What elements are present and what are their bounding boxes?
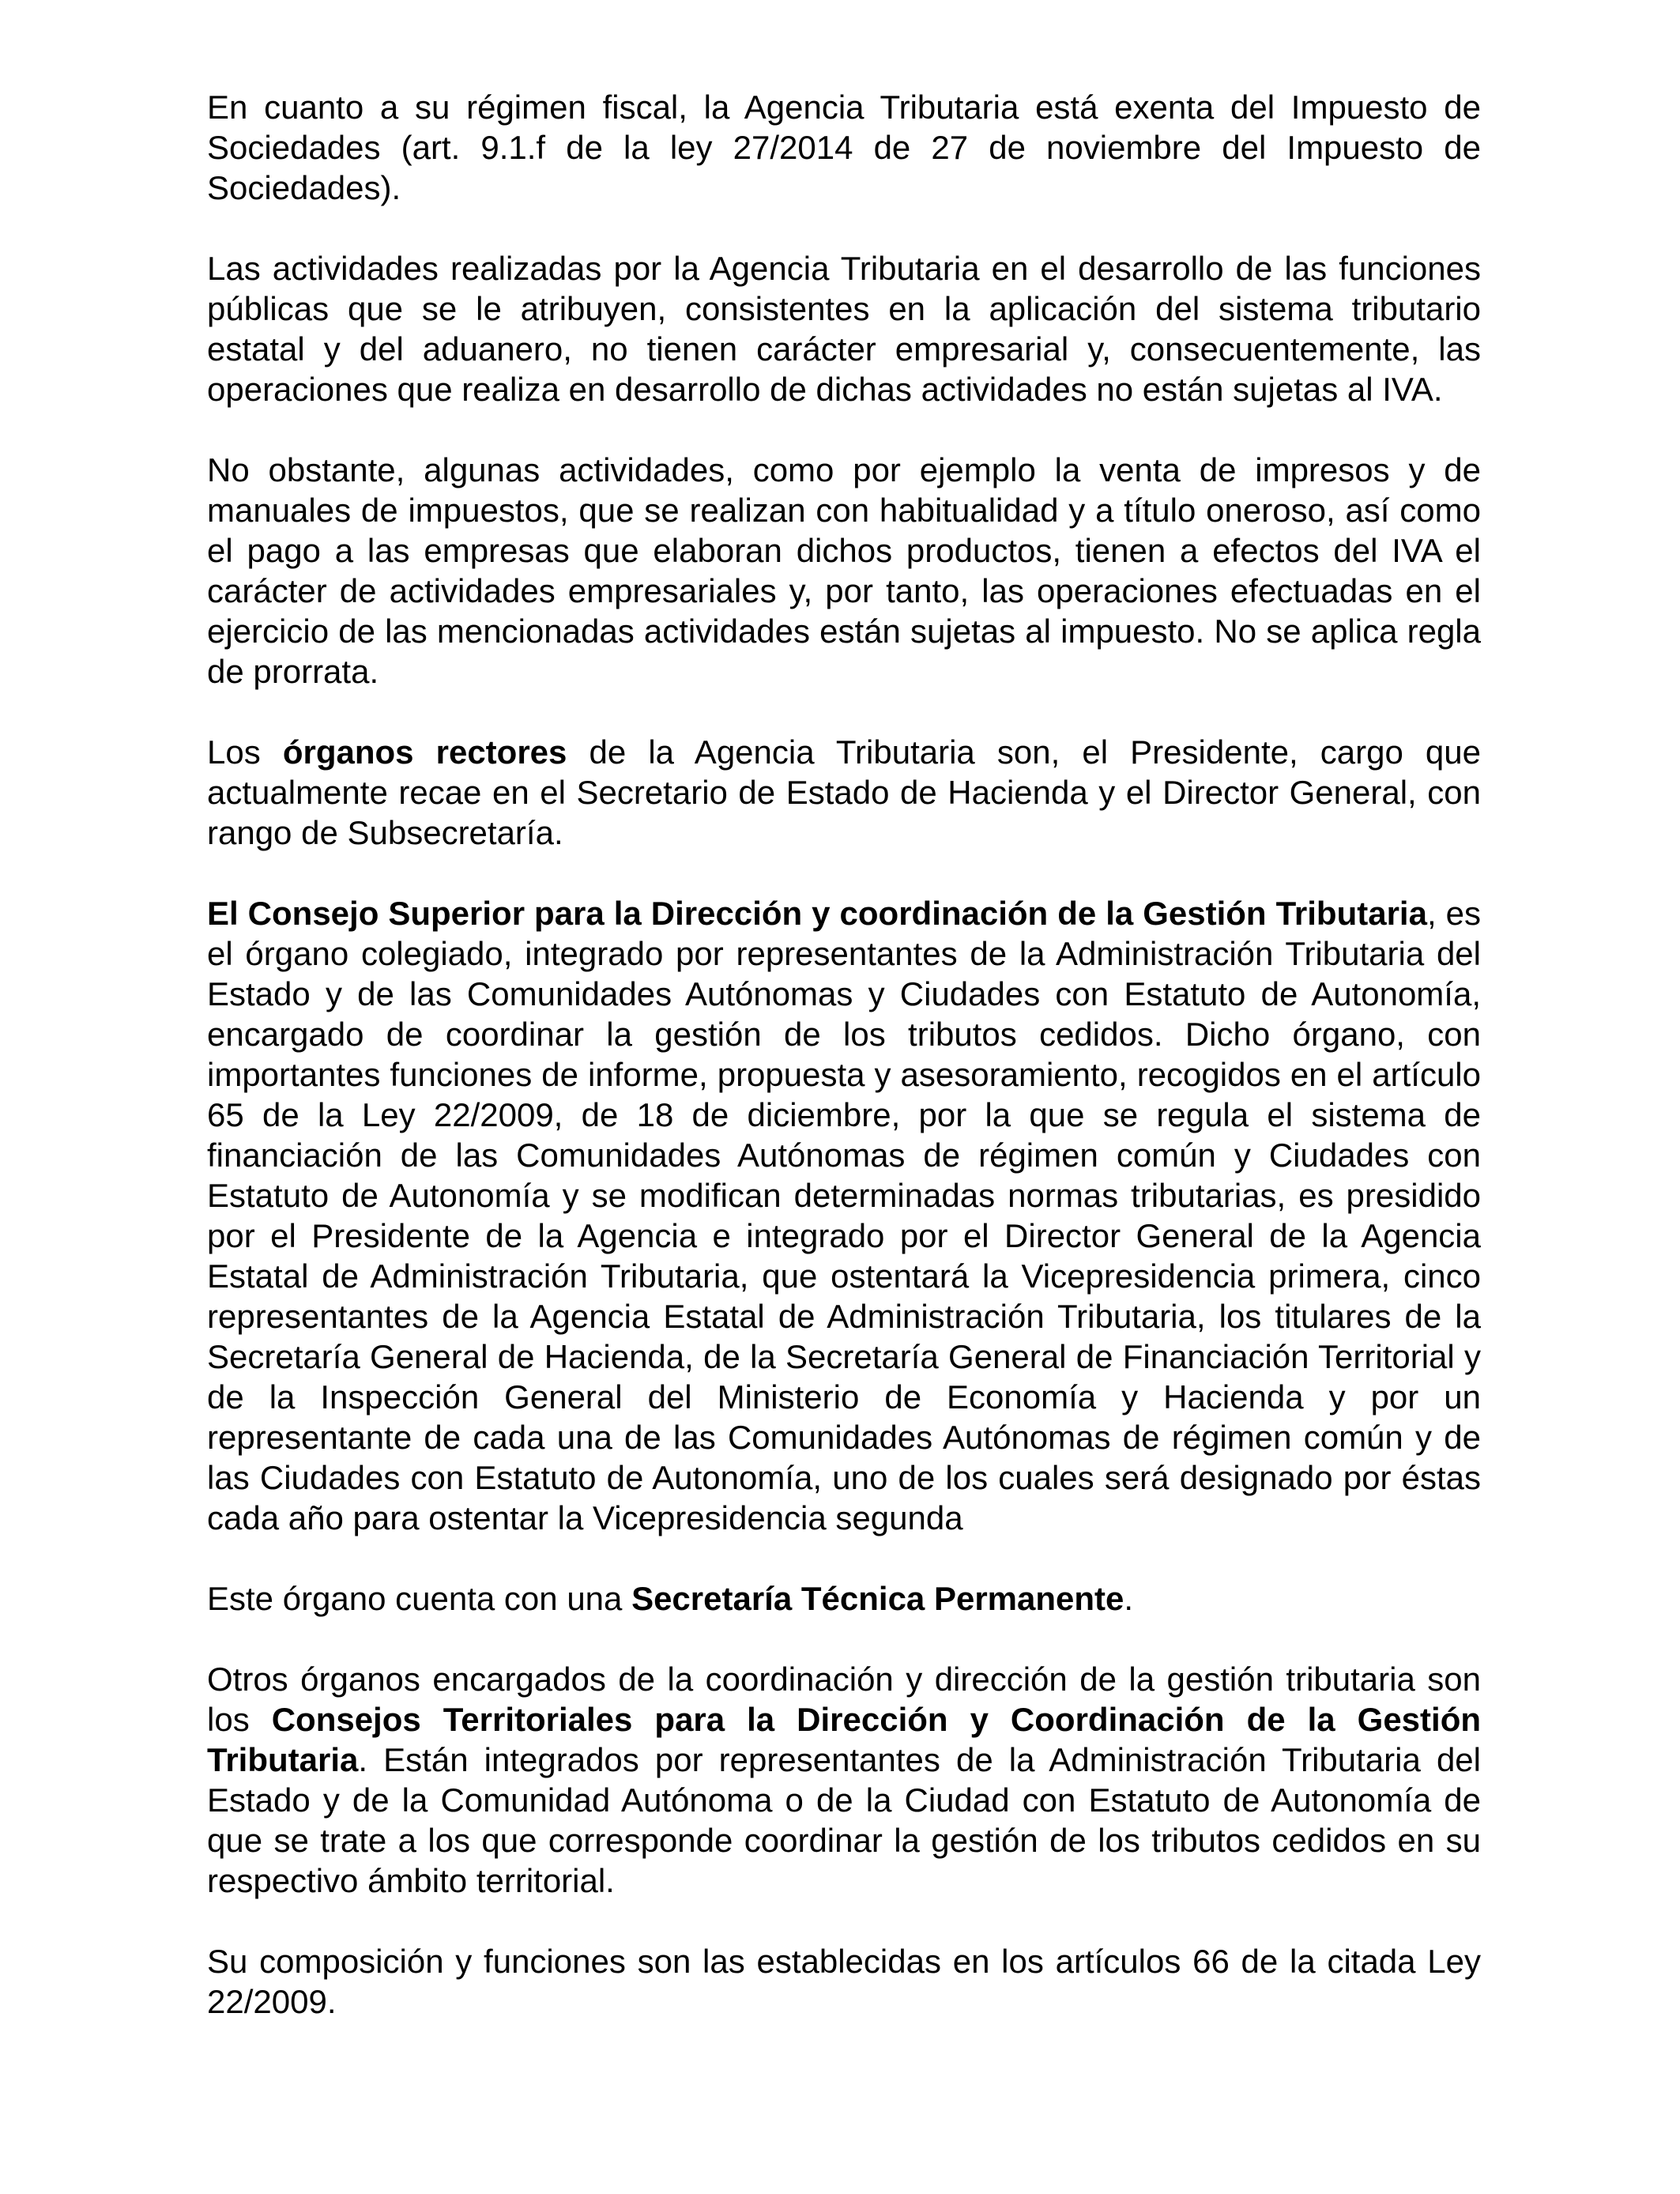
text-run: Este órgano cuenta con una <box>207 1580 632 1617</box>
text-run: . Están integrados por representantes de la Administración Tributaria del Estado y de la Comunidad Autónoma o de la Ciudad con Estatuto de Autonomía de que se trate a los que corresponde coordinar la gestión de los tributos cedidos en su respectivo ámbito territorial. <box>207 1741 1481 1899</box>
paragraph-composicion-funciones <box>207 1941 1481 2022</box>
bold-term: Secretaría Técnica Permanente <box>631 1580 1124 1617</box>
text-run: Otros órganos encargados de la coordinación y dirección de la gestión tributaria son los <box>207 1661 1481 1738</box>
text-run: Su composición y funciones son las establecidas en los artículos 66 de la citada Ley 22/2009. <box>207 1943 1481 2020</box>
document-page <box>207 87 1481 2022</box>
text-run: No obstante, algunas actividades, como por ejemplo la venta de impresos y de manuales de impuestos, que se realizan con habitualidad y a título oneroso, así como el pago a las empresas que elaboran dichos productos, tienen a efectos del IVA el carácter de actividades empresariales y, por tanto, las operaciones efectuadas en el ejercicio de las mencionadas actividades están sujetas al impuesto. No se aplica regla de prorrata. <box>207 451 1481 690</box>
paragraph-actividades-no-sujetas <box>207 248 1481 409</box>
bold-term: El Consejo Superior para la Dirección y coordinación de la Gestión Tributaria <box>207 895 1427 932</box>
text-run: , es el órgano colegiado, integrado por representantes de la Administración Tributaria del Estado y de las Comunidades Autónomas y Ciudades con Estatuto de Autonomía, encargado de coordinar la gestión de los tributos cedidos. Dicho órgano, con importantes funciones de informe, propuesta y asesoramiento, recogidos en el artículo 65 de la Ley 22/2009, de 18 de diciembre, por la que se regula el sistema de financiación de las Comunidades Autónomas de régimen común y Ciudades con Estatuto de Autonomía y se modifican determinadas normas tributarias, es presidido por el Presidente de la Agencia e integrado por el Director General de la Agencia Estatal de Administración Tributaria, que ostentará la Vicepresidencia primera, cinco representantes de la Agencia Estatal de Administración Tributaria, los titulares de la Secretaría General de Hacienda, de la Secretaría General de Financiación Territorial y de la Inspección General del Ministerio de Economía y Hacienda y por un representante de cada una de las Comunidades Autónomas de régimen común y de las Ciudades con Estatuto de Autonomía, uno de los cuales será designado por éstas cada año para ostentar la Vicepresidencia segunda <box>207 895 1481 1536</box>
text-run: En cuanto a su régimen fiscal, la Agencia Tributaria está exenta del Impuesto de Sociedades (art. 9.1.f de la ley 27/2014 de 27 de noviembre del Impuesto de Sociedades). <box>207 89 1481 206</box>
text-run: Las actividades realizadas por la Agencia Tributaria en el desarrollo de las funciones públicas que se le atribuyen, consistentes en la aplicación del sistema tributario estatal y del aduanero, no tienen carácter empresarial y, consecuentemente, las operaciones que realiza en desarrollo de dichas actividades no están sujetas al IVA. <box>207 250 1481 408</box>
paragraph-actividades-sujetas <box>207 450 1481 692</box>
paragraph-consejo-superior <box>207 893 1481 1538</box>
paragraph-consejos-territoriales <box>207 1659 1481 1901</box>
text-run: . <box>1124 1580 1134 1617</box>
text-run: Los <box>207 733 283 771</box>
bold-term: órganos rectores <box>282 733 567 771</box>
paragraph-regimen-fiscal <box>207 87 1481 208</box>
text-run: de la Agencia Tributaria son, el Presidente, cargo que actualmente recae en el Secretario de Estado de Hacienda y el Director General, con rango de Subsecretaría. <box>207 733 1481 851</box>
bold-term: Consejos Territoriales para la Dirección y Coordinación de la Gestión Tributaria <box>207 1701 1481 1778</box>
paragraph-organos-rectores <box>207 732 1481 853</box>
paragraph-secretaria-tecnica <box>207 1578 1481 1619</box>
